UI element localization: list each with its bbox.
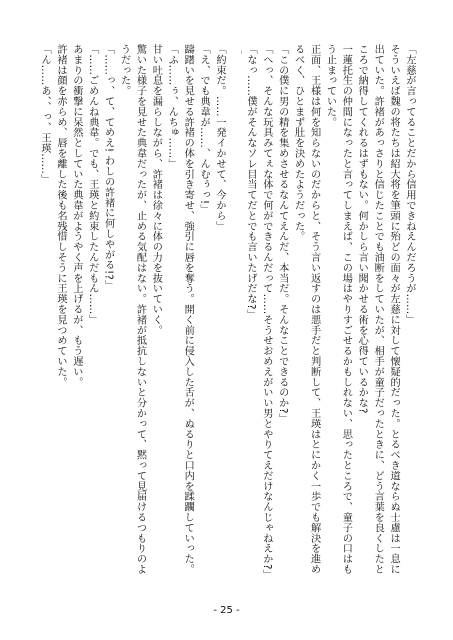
text-paragraph: 「ふ……ぅ、んちゅ……」	[166, 44, 178, 169]
page-number: - 25 -	[213, 605, 240, 616]
text-paragraph: 許褚は顔を赤らめ、唇を離した後も名残惜しそうに王瑛を見つめていた。	[54, 44, 66, 388]
text-paragraph: 躊躇いを見せる許褚の体を引き寄せ、強引に唇を奪う。開く前に侵入した舌が、ぬるりと口内を蹂躙していった。	[182, 44, 194, 575]
text-paragraph: 「約束だ。……一発イかせて、今から」	[214, 44, 225, 232]
text-paragraph: 「この僕に男の精を集めさせるなんてえんだ、本当だ。そんなことできるのか?」	[276, 44, 288, 425]
text-paragraph: 「……ごめんね典韋。でも、王瑛と約束したんだもん……」	[86, 44, 98, 325]
text-paragraph: 「へっ、そんな玩具みてぇな体で何ができるんだって……そうせおめえがいい男とやりてえだけなんじゃねえか?」	[260, 44, 272, 580]
text-paragraph: 正面、王様は何を知らないのだからと、そう言い返すのは悪手だと判断して、王瑛はとにかく一歩でも解決を進めるべく、ひとまず肚を決めたようだった。	[292, 44, 320, 575]
text-column-left	[37, 44, 227, 584]
text-paragraph: 「なっ……僕がそんなソレ目当てだとでも言いたげだな?」	[244, 44, 256, 320]
text-paragraph: 驚いた様子を見せた典韋だったが、止める気配はない。許褚が抵抗しないと分かって、黙って見届けるつもりのようだった。	[118, 44, 146, 575]
text-paragraph: 甘い吐息を漏らしながら、許褚は徐々に体の力を抜いていく。	[150, 44, 162, 336]
text-paragraph: あまりの衝撃に呆然としていた典韋がようやく声を上げるが、もう遅い。	[70, 44, 82, 388]
text-paragraph: 一蓮托生の仲間になったと言ってしまえば、この場はやりすごせるかもしれない、思ったところで、童子の口はもう止まっていた。	[324, 44, 352, 575]
text-paragraph: そういえば魏の将たちは紹大将を筆頭に殆どの面々が左慈に対して懐疑的だった。とるべき道ならぬ士慮は一息に出ていた。許褚があっさりと信じたことでも油断をしていたが、相手が童子だったときに、どう言葉を良くしたところで納得してくれるはずもない。何かしら言い聞かせる術を心得ているかな?	[356, 44, 400, 575]
text-column-right	[241, 44, 417, 584]
text-paragraph: 「左慈が言ってることだから信用できねえんだろうが……」	[404, 44, 415, 325]
text-paragraph: 「ん……あ、、っ、王瑛……」	[39, 44, 51, 185]
text-paragraph: 「え、でも典韋が……、んむぅっ!」	[198, 44, 210, 215]
text-paragraph: 「……っ、て、てめえ! わしの許褚に何しやがる!?」	[102, 44, 114, 291]
